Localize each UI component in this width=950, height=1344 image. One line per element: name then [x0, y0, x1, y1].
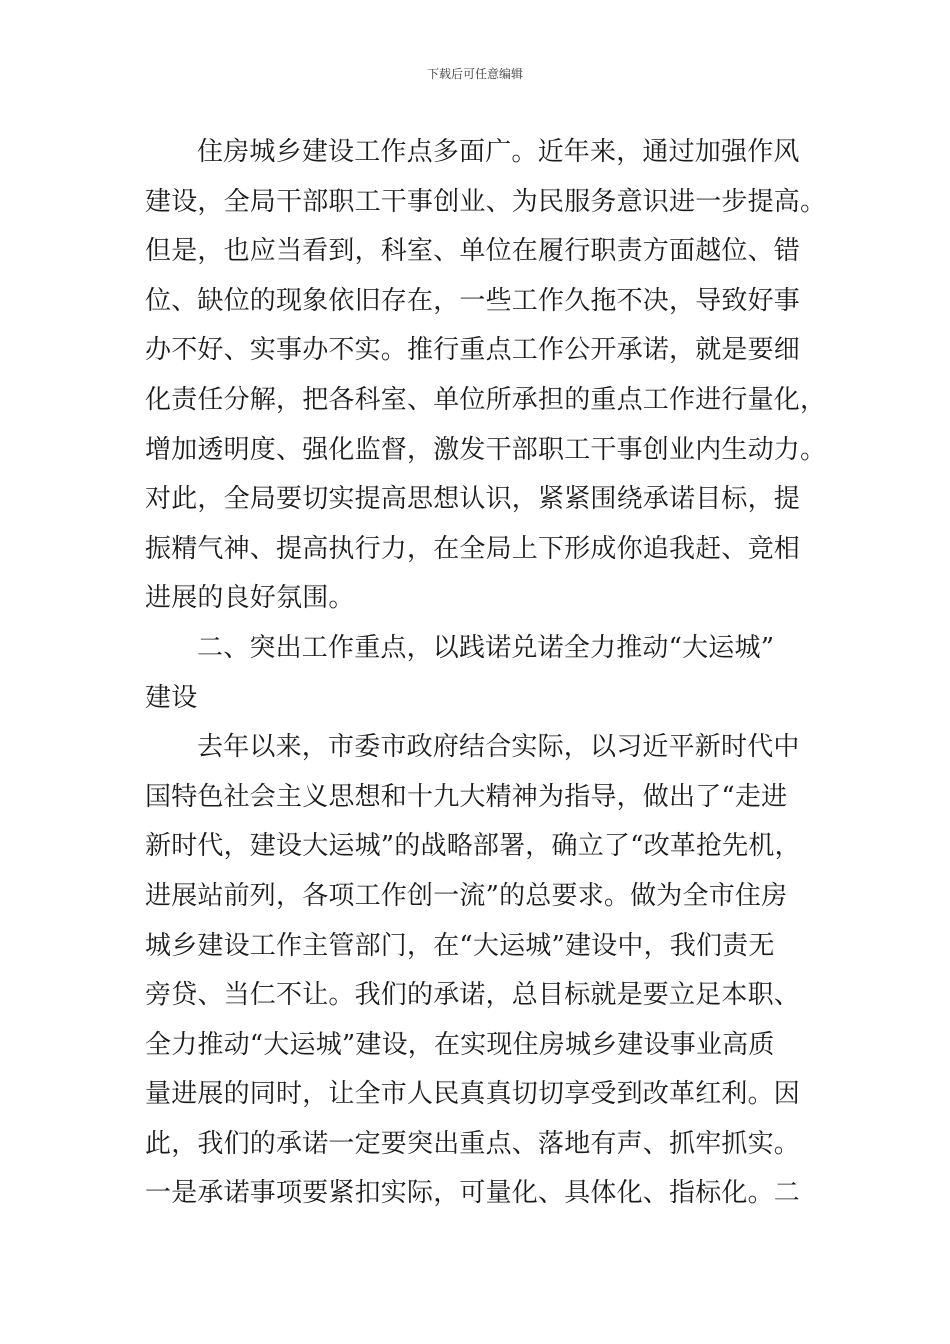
text-line: 增加透明度、强化监督，激发干部职工干事创业内生动力。	[145, 434, 827, 465]
text-line: 国特色社会主义思想和十九大精神为指导，做出了“走进	[145, 781, 788, 812]
text-line: 此，我们的承诺一定要突出重点、落地有声、抓牢抓实。	[145, 1128, 801, 1159]
text-line: 位、缺位的现象依旧存在，一些工作久拖不决，导致好事	[145, 285, 801, 316]
text-line: 但是，也应当看到，科室、单位在履行职责方面越位、错	[145, 236, 801, 267]
text-line: 办不好、实事办不实。推行重点工作公开承诺，就是要细	[145, 335, 801, 366]
text-line: 振精气神、提高执行力，在全局上下形成你追我赶、竞相	[145, 533, 801, 564]
text-line: 二、突出工作重点，以践诺兑诺全力推动“大运城”	[197, 632, 775, 663]
text-line: 进展站前列，各项工作创一流”的总要求。做为全市住房	[145, 880, 788, 911]
text-line: 城乡建设工作主管部门，在“大运城”建设中，我们责无	[145, 930, 775, 961]
page-header: 下载后可任意编辑	[426, 67, 523, 81]
text-line: 全力推动“大运城”建设，在实现住房城乡建设事业高质	[145, 1029, 775, 1060]
text-line: 新时代，建设大运城”的战略部署，确立了“改革抢先机，	[145, 831, 801, 862]
text-line: 住房城乡建设工作点多面广。近年来，通过加强作风	[197, 137, 800, 167]
text-line: 建设	[145, 682, 198, 713]
text-line: 化责任分解，把各科室、单位所承担的重点工作进行量化，	[145, 384, 827, 415]
text-line: 建设，全局干部职工干事创业、为民服务意识进一步提高。	[145, 186, 827, 217]
text-line: 一是承诺事项要紧扣实际，可量化、具体化、指标化。二	[145, 1178, 801, 1209]
document-body	[145, 128, 827, 1219]
text-line: 对此，全局要切实提高思想认识，紧紧围绕承诺目标，提	[145, 484, 801, 515]
text-line: 旁贷、当仁不让。我们的承诺，总目标就是要立足本职、	[145, 980, 801, 1011]
text-line: 去年以来，市委市政府结合实际，以习近平新时代中	[197, 732, 800, 763]
text-line: 量进展的同时，让全市人民真真切切享受到改革红利。因	[145, 1079, 801, 1110]
text-line: 进展的良好氛围。	[145, 583, 355, 614]
